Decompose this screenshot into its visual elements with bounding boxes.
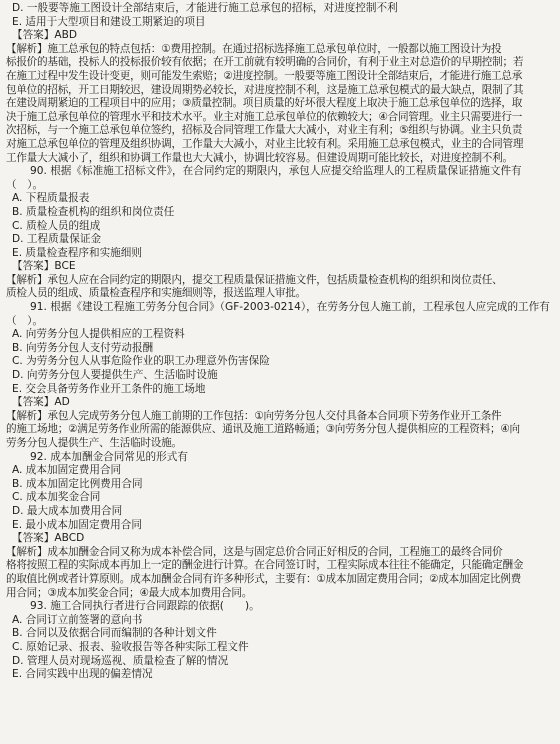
option-e-q91: E. 交会具备劳务作业开工条件的施工场地 bbox=[12, 382, 206, 395]
explanation-q92-cont: 格将按照工程的实际成本再加上一定的酬金进行计算。在合同签订时，工程实际成本往往不能确定，只能确定酬金 bbox=[6, 559, 524, 572]
question-91-stem-cont: （ ）。 bbox=[6, 314, 44, 327]
option-d-q89: D. 一般要等施工图设计全部结束后，才能进行施工总承包的招标，对进度控制不利 bbox=[12, 2, 398, 14]
option-d-q90: D. 工程质量保证金 bbox=[12, 233, 102, 246]
option-b-q92: B. 成本加固定比例费用合同 bbox=[12, 477, 143, 490]
explanation-q92: 【解析】成本加酬金合同又称为成本补偿合同，这是与固定总价合同正好相反的合同，工程施工的最终合同价 bbox=[6, 545, 503, 558]
explanation-q92-cont: 用合同；③成本加奖金合同；④最大成本加费用合同。 bbox=[6, 586, 253, 599]
option-c-q92: C. 成本加奖金合同 bbox=[12, 491, 101, 504]
option-c-q93: C. 原始记录、报表、验收报告等各种实际工程文件 bbox=[12, 640, 249, 653]
explanation-line: 决于施工总承包单位的管理水平和技术水平。业主对施工总承包单位的依赖较大；④合同管理。业主只需要进行一 bbox=[6, 110, 523, 123]
option-b-q90: B. 质量检查机构的组织和岗位责任 bbox=[12, 205, 175, 218]
answer-q89: 【答案】ABD bbox=[12, 29, 78, 42]
explanation-line: 标报价的基础，投标人的投标报价较有依据；在开工前就有较明确的合同价，有利于业主对总造价的早期控制；若 bbox=[6, 56, 524, 69]
explanation-q91-cont: 的施工场地；②满足劳务作业所需的能源供应、通讯及施工道路畅通；③向劳务分包人提供相应的工程资料；④向 bbox=[6, 423, 520, 436]
explanation-q90: 【解析】承包人应在合同约定的期限内，提交工程质量保证措施文件，包括质量检查机构的组织和岗位责任、 bbox=[6, 273, 503, 286]
option-a-q93: A. 合同订立前签署的意向书 bbox=[12, 613, 143, 626]
answer-q91: 【答案】AD bbox=[12, 396, 70, 409]
question-92-stem: 92. 成本加酬金合同常见的形式有 bbox=[30, 450, 188, 463]
explanation-line: 【解析】施工总承包的特点包括：①费用控制。在通过招标选择施工总承包单位时，一般都以施工图设计为投 bbox=[6, 42, 502, 55]
explanation-line: 次招标，与一个施工总承包单位签约，招标及合同管理工作量大大减小，对业主有利；⑤组织与协调。业主只负责 bbox=[6, 124, 523, 137]
question-93-stem: 93. 施工合同执行者进行合同跟踪的依据( )。 bbox=[30, 600, 260, 613]
option-b-q93: B. 合同以及依据合同而编制的各种计划文件 bbox=[12, 627, 217, 640]
explanation-line: 在建设周期紧迫的工程项目中的应用；③质量控制。项目质量的好坏很大程度上取决于施工总承包单位的选择，取 bbox=[6, 97, 523, 110]
option-d-q92: D. 最大成本加费用合同 bbox=[12, 504, 123, 517]
explanation-q90-cont: 质检人员的组成、质量检查程序和实施细则等，报送监理人审批。 bbox=[6, 287, 306, 300]
option-e-q89: E. 适用于大型项目和建设工期紧迫的项目 bbox=[12, 15, 206, 28]
explanation-line: 对施工总承包单位的管理及组织协调，工作量大大减小，对业主比较有利。采用施工总承包模式，业主的合同管理 bbox=[6, 137, 524, 150]
explanation-q92-cont: 的取值比例或者计算原则。成本加酬金合同有许多种形式，主要有：①成本加固定费用合同；②成本加固定比例费 bbox=[6, 572, 521, 585]
option-a-q91: A. 向劳务分包人提供相应的工程资料 bbox=[12, 328, 185, 341]
option-c-q91: C. 为劳务分包人从事危险作业的职工办理意外伤害保险 bbox=[12, 355, 270, 368]
option-a-q90: A. 下程质量报表 bbox=[12, 192, 90, 205]
option-e-q92: E. 最小成本加固定费用合同 bbox=[12, 518, 142, 531]
explanation-line: 在施工过程中发生设计变更，则可能发生索赔；②进度控制。一般要等施工图设计全部结束后，才能进行施工总承 bbox=[6, 69, 523, 82]
explanation-q91-cont: 劳务分包人提供生产、生活临时设施。 bbox=[6, 437, 182, 449]
explanation-q91: 【解析】承包人完成劳务分包人施工前期的工作包括：①向劳务分包人交付具备本合同项下劳务作业开工条件 bbox=[6, 409, 502, 422]
option-d-q91: D. 向劳务分包人要提供生产、生活临时设施 bbox=[12, 369, 218, 382]
option-d-q93: D. 管理人员对现场巡视、质量检查了解的情况 bbox=[12, 654, 229, 667]
question-90-stem: 90. 根据《标准施工招标文件》，在合同约定的期限内，承包人应提交给监理人的工程质量保证措施文件有 bbox=[30, 165, 522, 178]
option-a-q92: A. 成本加固定费用合同 bbox=[12, 464, 122, 477]
question-90-stem-cont: （ ）。 bbox=[6, 178, 44, 191]
explanation-q89 bbox=[6, 43, 554, 165]
option-e-q90: E. 质量检查程序和实施细则 bbox=[12, 246, 142, 259]
option-b-q91: B. 向劳务分包人支付劳动报酬 bbox=[12, 341, 154, 354]
option-c-q90: C. 质检人员的组成 bbox=[12, 219, 101, 232]
option-e-q93: E. 合同实践中出现的偏差情况 bbox=[12, 668, 153, 681]
explanation-line: 工作量大大减小了，组织和协调工作量也大大减小，协调比较容易。但建设周期可能比较长，对进度控制不利。 bbox=[6, 151, 513, 164]
explanation-line: 包单位的招标，开工日期较迟，建设周期势必较长，对进度控制不利，这是施工总承包模式的最大缺点，限制了其 bbox=[6, 83, 524, 96]
answer-q92: 【答案】ABCD bbox=[12, 532, 85, 545]
answer-q90: 【答案】BCE bbox=[12, 260, 76, 273]
question-91-stem: 91. 根据《建设工程施工劳务分包合同》（GF-2003-0214），在劳务分包人施工前，工程承包人应完成的工作有 bbox=[30, 301, 550, 314]
